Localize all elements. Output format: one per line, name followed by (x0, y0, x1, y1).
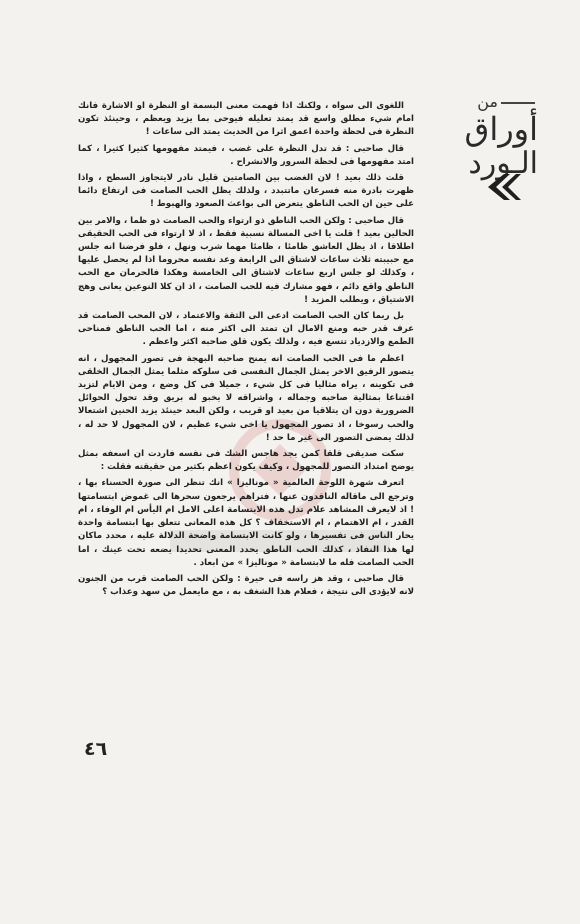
paragraph: سكت صديقى قلقا كمن يجد هاجس الشك فى نفسه فاردت ان اسعفه بمثل يوضح امتداد التصور للمجهول ، وكيف يكون اعظم بكثير من حقيقته فقلت : (78, 449, 414, 473)
paragraph: اتعرف شهرة اللوحة العالمية « موناليزا » انك تنظر الى صورة الحسناء بها ، وترجع الى ماقاله الناقدون عنها ، فتراهم يرجعون سحرها الى غموض ابتسامتها ! اذ لايعرف المشاهد علام تدل هذه الابتسامة اعلى الامل ام اليأس ام الوفاء ، ام القدر ، ام الاهتمام ، ام الاستخفاف ؟ كل هذه المعانى تتعلق بها ابتسامة واحدة يحار الناس فى تفسيرها ، ولو كانت الابتسامة واضحة الدلالة عليه ، محدد ماكان لها هذا النفاذ ، كذلك الحب الناطق يحدد المعنى تحديدا يضعه تحت عينك ، اما الحب الصامت فله ما لابتسامة « موناليزا » من ابعاد . (78, 478, 414, 568)
paragraph: اعظم ما فى الحب الصامت انه يمنح صاحبه البهجة فى تصور المجهول ، انه يتصور الرفيق الاخر يمثل الجمال النفسى فى سلوكه مثلما يمثل الجمال الخلقى فى تكوينه ، يراه مثاليا فى كل شيء ، جميلا فى كل وضع ، ومن الايام لتزيد اقتناعا بمثالية صاحبه وجماله ، واشراقه لا يخبو له بريق وقد تحول الحوائل الضرورية دون ان يتلاقيا من بعيد او قريب ، ولكن البعد حينئذ يزيد الحنين اشتعالا والحب رسوخا ، اذ تصور المجهول يا اخى شيء عظيم ، لان المجهول لا حد له ، لذلك يمضى التصور الى غير ما حد ! (78, 353, 414, 443)
paragraph: بل ربما كان الحب الصامت ادعى الى الثقة والاعتماد ، لان المحب الصامت قد عرف قدر حبه ومنع الامال ان تمتد الى اكثر منه ، اما الحب الناطق فمناحى الطمع والازدياد تتسع فيه ، ولذلك يكون قلق صاحبه اكثر واعظم . (78, 311, 414, 348)
article-body (78, 100, 414, 602)
paragraph: قال صاحبى : قد تدل النظرة على غضب ، فيمتد مفهومها كثيرا كثيرا ، كما امتد مفهومها فى لحظة السرور والانشراح . (78, 143, 414, 167)
title-line-alward: الـورد (468, 146, 538, 181)
double-chevron-left-icon (484, 172, 522, 202)
title-line-awraq: أوراق (464, 110, 538, 148)
paragraph: قلت ذلك بعيد ! لان الغضب بين الصامتين قليل نادر لايتجاوز السطح ، واذا ظهرت بادرة منه فسرعان ماتتبدد ، ولذلك يظل الحب الصامت فى ارتفاع دائما على حين ان الحب الناطق يتعرض الى بواعث الصعود والهبوط ! (78, 173, 414, 210)
title-line-min: من (428, 92, 538, 111)
paragraph: قال صاحبى : ولكن الحب الناطق ذو ارتواء والحب الصامت ذو ظما ، والامر بين الحالين بعيد ! قلت يا اخى المسالة نسبية فقط ، اذ لا ارتواء فى الحب الحقيقى اطلاقا ، اذ يظل العاشق ظامئا ، ظامئا مهما شرب ونهل ، فلو فرضنا انه جلس مع حبيبته ثلاث ساعات لاشتاق الى الرابعة وعد نفسه محروما اذا لم يحصل عليها ، وكذلك لو جلس اربع ساعات لاشتاق الى الخامسة وهكذا فالحرمان مع الحب الناطق واقع دائم ، فهو مشارك فيه للحب الصامت ، اذ ان كلا النوعين يعانى وهج الاشتياق ، ويطلب المزيد ! (78, 215, 414, 305)
paragraph: اللغوى الى سواه ، ولكنك اذا فهمت معنى البسمة او النظرة او الاشارة فانك امام شيء مطلق واسع قد يمتد تعليله فيوحى بما يزيد ويعظم ، وحينئذ تكون النظرة فى لحظة واحدة اعمق اثرا من الحديث يمتد الى ساعات ! (78, 101, 414, 138)
page-number: ٤٦ (84, 738, 108, 760)
paragraph: قال صاحبى ، وقد هز راسه فى حيرة : ولكن الحب الصامت قرب من الجنون لانه لايؤدى الى نتيجة ، فعلام هذا الشغف به ، مع مايعمل من سهد وعذاب ؟ (78, 573, 414, 598)
section-title (428, 92, 538, 181)
title-kashida-decoration (501, 102, 535, 104)
